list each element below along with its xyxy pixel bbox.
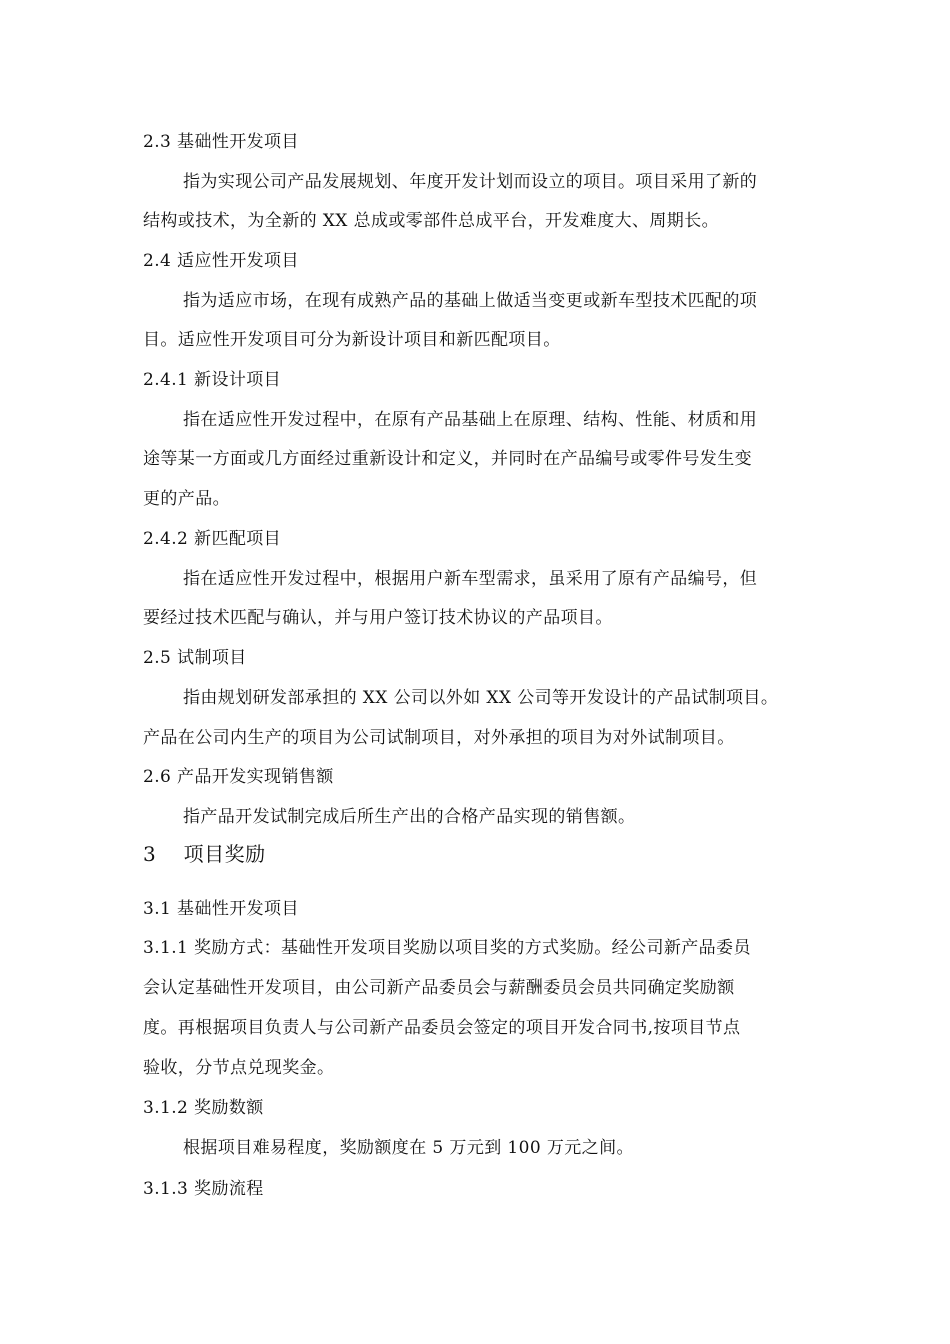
paragraph-line: 根据项目难易程度，奖励额度在 5 万元到 100 万元之间。 [183,1138,634,1158]
paragraph-line: 目。适应性开发项目可分为新设计项目和新匹配项目。 [143,330,561,350]
heading-2-4-1: 2.4.1 新设计项目 [143,370,282,390]
heading-3: 3 项目奖励 [143,842,266,866]
paragraph-line: 指为实现公司产品发展规划、年度开发计划而设立的项目。项目采用了新的 [183,172,758,192]
paragraph-line: 结构或技术，为全新的 XX 总成或零部件总成平台，开发难度大、周期长。 [143,211,720,231]
paragraph-line: 会认定基础性开发项目，由公司新产品委员会与薪酬委员会员共同确定奖励额 [143,978,735,998]
paragraph-line: 指产品开发试制完成后所生产出的合格产品实现的销售额。 [183,807,636,827]
heading-2-5: 2.5 试制项目 [143,648,247,668]
heading-3-1: 3.1 基础性开发项目 [143,899,299,919]
paragraph-line: 3.1.1 奖励方式：基础性开发项目奖励以项目奖的方式奖励。经公司新产品委员 [143,938,751,958]
paragraph-line: 指由规划研发部承担的 XX 公司以外如 XX 公司等开发设计的产品试制项目。 [183,688,779,708]
paragraph-line: 途等某一方面或几方面经过重新设计和定义，并同时在产品编号或零件号发生变 [143,449,752,469]
heading-2-4: 2.4 适应性开发项目 [143,251,299,271]
paragraph-line: 要经过技术匹配与确认，并与用户签订技术协议的产品项目。 [143,608,613,628]
paragraph-line: 度。再根据项目负责人与公司新产品委员会签定的项目开发合同书,按项目节点 [143,1018,741,1038]
heading-3-1-2: 3.1.2 奖励数额 [143,1098,264,1118]
paragraph-line: 指为适应市场，在现有成熟产品的基础上做适当变更或新车型技术匹配的项 [183,291,758,311]
heading-2-4-2: 2.4.2 新匹配项目 [143,529,282,549]
paragraph-line: 更的产品。 [143,489,230,509]
paragraph-line: 指在适应性开发过程中，在原有产品基础上在原理、结构、性能、材质和用 [183,410,758,430]
paragraph-line: 指在适应性开发过程中，根据用户新车型需求，虽采用了原有产品编号，但 [183,569,758,589]
paragraph-line: 验收，分节点兑现奖金。 [143,1058,335,1078]
paragraph-line: 产品在公司内生产的项目为公司试制项目，对外承担的项目为对外试制项目。 [143,728,735,748]
heading-2-6: 2.6 产品开发实现销售额 [143,767,334,787]
heading-3-1-3: 3.1.3 奖励流程 [143,1179,264,1199]
heading-2-3: 2.3 基础性开发项目 [143,132,299,152]
